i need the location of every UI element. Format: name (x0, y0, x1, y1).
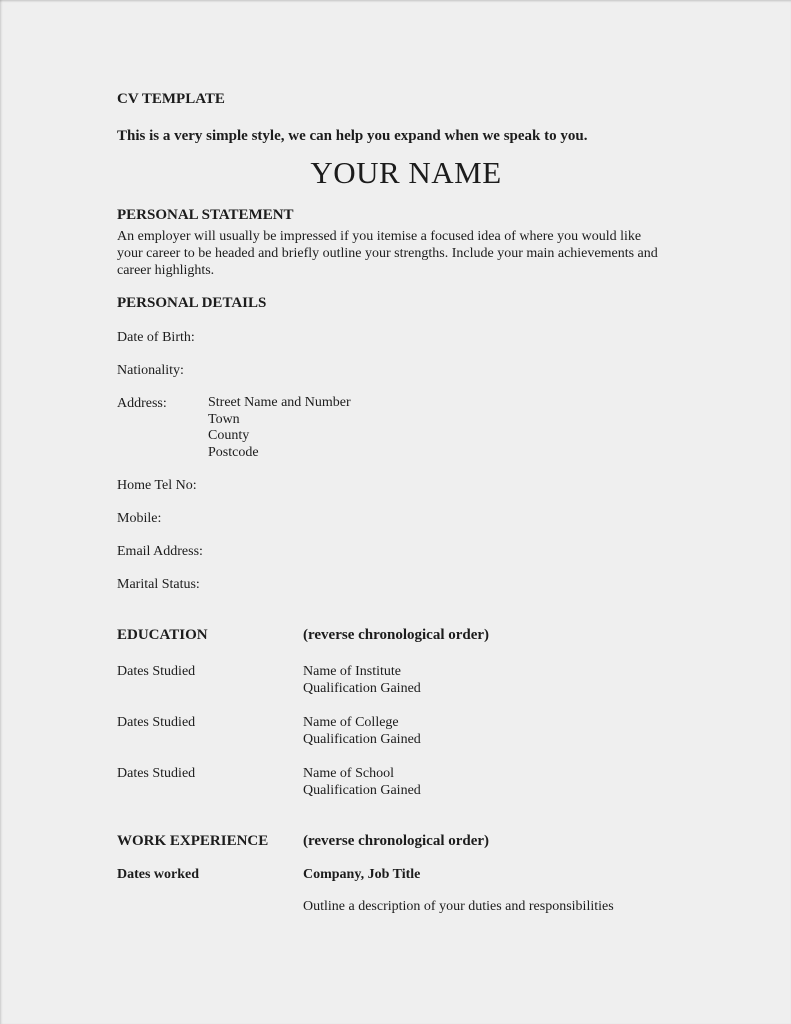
education-dates: Dates Studied (117, 766, 196, 782)
education-details (303, 714, 421, 748)
field-nationality (117, 362, 695, 379)
field-label: Nationality: (117, 363, 184, 379)
work-experience-section-heading-row (117, 832, 695, 851)
field-date-of-birth (117, 329, 695, 346)
work-experience-order-note: (reverse chronological order) (303, 833, 490, 850)
personal-statement-line: your career to be headed and briefly outline your strengths. Include your main achievements and (117, 245, 658, 261)
field-label: Mobile: (117, 511, 162, 527)
address-line-county: County (208, 428, 250, 444)
candidate-name-placeholder: YOUR NAME (310, 155, 502, 190)
field-label: Marital Status: (117, 577, 200, 593)
work-experience-heading: WORK EXPERIENCE (117, 833, 269, 850)
personal-statement-text (117, 229, 695, 279)
field-label: Home Tel No: (117, 478, 197, 494)
education-qualification: Qualification Gained (303, 783, 421, 799)
education-qualification: Qualification Gained (303, 681, 421, 697)
education-institution: Name of School (303, 766, 394, 782)
education-entry-college (117, 714, 695, 748)
field-mobile (117, 510, 695, 527)
work-experience-dates: Dates worked (117, 867, 200, 883)
personal-statement-line: An employer will usually be impressed if you itemise a focused idea of where you would like (117, 229, 642, 244)
work-experience-title: Company, Job Title (303, 867, 421, 883)
education-dates: Dates Studied (117, 664, 196, 680)
intro-line: This is a very simple style, we can help you expand when we speak to you. (117, 128, 588, 144)
education-qualification: Qualification Gained (303, 732, 421, 748)
address-value-lines (208, 395, 351, 461)
personal-statement-line: career highlights. (117, 262, 215, 278)
spacer-column (117, 898, 303, 915)
personal-details-heading: PERSONAL DETAILS (117, 295, 267, 312)
field-email (117, 543, 695, 560)
field-label: Email Address: (117, 544, 203, 560)
work-experience-entry (117, 866, 695, 883)
cv-template-label: CV TEMPLATE (117, 91, 225, 107)
education-entry-school (117, 765, 695, 799)
field-label: Address: (117, 396, 167, 412)
work-experience-description: Outline a description of your duties and responsibilities (303, 899, 614, 915)
field-label: Date of Birth: (117, 330, 195, 346)
education-order-note: (reverse chronological order) (303, 627, 490, 644)
education-heading: EDUCATION (117, 627, 208, 644)
education-institution: Name of College (303, 715, 399, 731)
education-details (303, 663, 421, 697)
address-line-postcode: Postcode (208, 444, 259, 460)
education-section-heading-row (117, 626, 695, 645)
education-dates: Dates Studied (117, 715, 196, 731)
education-details (303, 765, 421, 799)
personal-statement-heading: PERSONAL STATEMENT (117, 207, 294, 223)
address-line-street: Street Name and Number (208, 395, 351, 411)
field-home-tel (117, 477, 695, 494)
field-marital-status (117, 576, 695, 593)
education-institution: Name of Institute (303, 664, 401, 680)
work-experience-description-row (117, 898, 695, 915)
field-address (117, 395, 695, 461)
education-entry-institute (117, 663, 695, 697)
address-line-town: Town (208, 411, 240, 427)
